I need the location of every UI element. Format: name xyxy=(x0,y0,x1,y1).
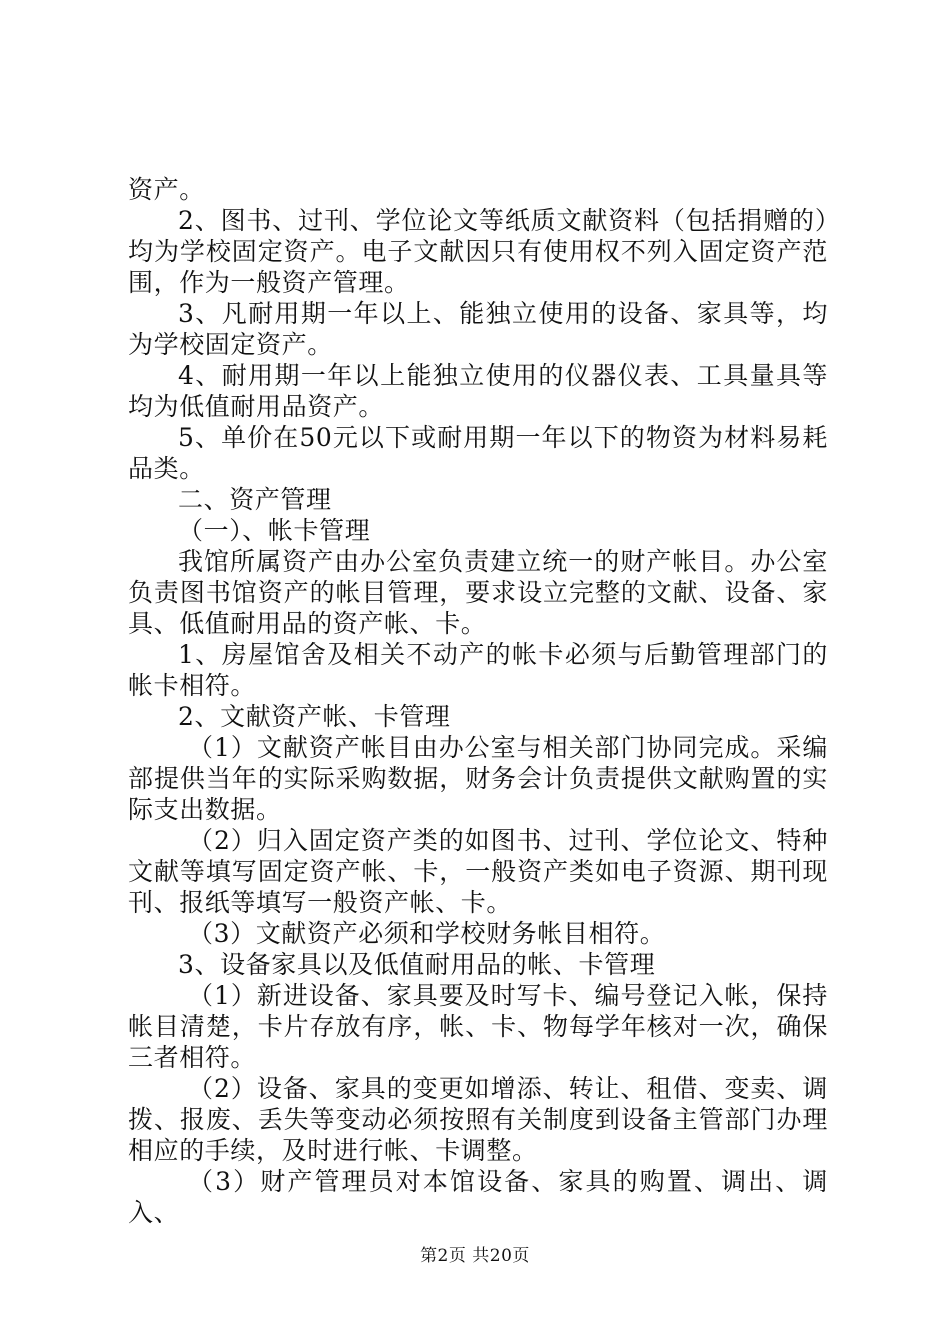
paragraph-literature-3: （3）文献资产必须和学校财务帐目相符。 xyxy=(188,919,666,948)
paragraph-literature-1: （1）文献资产帐目由办公室与相关部门协同完成。采编部提供当年的实际采购数据，财务会计负责提供文献购置的实际支出数据。 xyxy=(128,733,828,824)
page-number-label: 第2页 共20页 xyxy=(420,1246,530,1266)
paragraph-building-accounts: 1、房屋馆舍及相关不动产的帐卡必须与后勤管理部门的帐卡相符。 xyxy=(128,640,828,700)
paragraph-equipment-3: （3）财产管理员对本馆设备、家具的购置、调出、调入、 xyxy=(128,1167,828,1227)
paragraph-item-4: 4、耐用期一年以上能独立使用的仪器仪表、工具量具等均为低值耐用品资产。 xyxy=(128,361,828,421)
paragraph-item-2: 2、图书、过刊、学位论文等纸质文献资料（包括捐赠的）均为学校固定资产。电子文献因只有使用权不列入固定资产范围，作为一般资产管理。 xyxy=(128,206,828,297)
paragraph-equipment-heading: 3、设备家具以及低值耐用品的帐、卡管理 xyxy=(178,950,656,979)
subsection-heading-account-cards: （一）、帐卡管理 xyxy=(178,516,371,545)
paragraph-literature-heading: 2、文献资产帐、卡管理 xyxy=(178,702,451,731)
paragraph-literature-2: （2）归入固定资产类的如图书、过刊、学位论文、特种文献等填写固定资产帐、卡，一般资产类如电子资源、期刊现刊、报纸等填写一般资产帐、卡。 xyxy=(128,826,828,917)
paragraph-equipment-1: （1）新进设备、家具要及时写卡、编号登记入帐，保持帐目清楚，卡片存放有序，帐、卡、物每学年核对一次，确保三者相符。 xyxy=(128,981,828,1072)
paragraph-equipment-2: （2）设备、家具的变更如增添、转让、租借、变卖、调拨、报废、丢失等变动必须按照有关制度到设备主管部门办理相应的手续，及时进行帐、卡调整。 xyxy=(128,1074,828,1165)
paragraph-account-intro: 我馆所属资产由办公室负责建立统一的财产帐目。办公室负责图书馆资产的帐目管理，要求设立完整的文献、设备、家具、低值耐用品的资产帐、卡。 xyxy=(128,547,828,638)
paragraph-continuation: 资产。 xyxy=(128,175,205,204)
paragraph-item-5: 5、单价在50元以下或耐用期一年以下的物资为材料易耗品类。 xyxy=(128,423,828,483)
section-heading-asset-management: 二、资产管理 xyxy=(178,485,332,514)
page-footer xyxy=(0,1244,950,1268)
paragraph-item-3: 3、凡耐用期一年以上、能独立使用的设备、家具等，均为学校固定资产。 xyxy=(128,299,828,359)
document-body xyxy=(128,174,828,1228)
